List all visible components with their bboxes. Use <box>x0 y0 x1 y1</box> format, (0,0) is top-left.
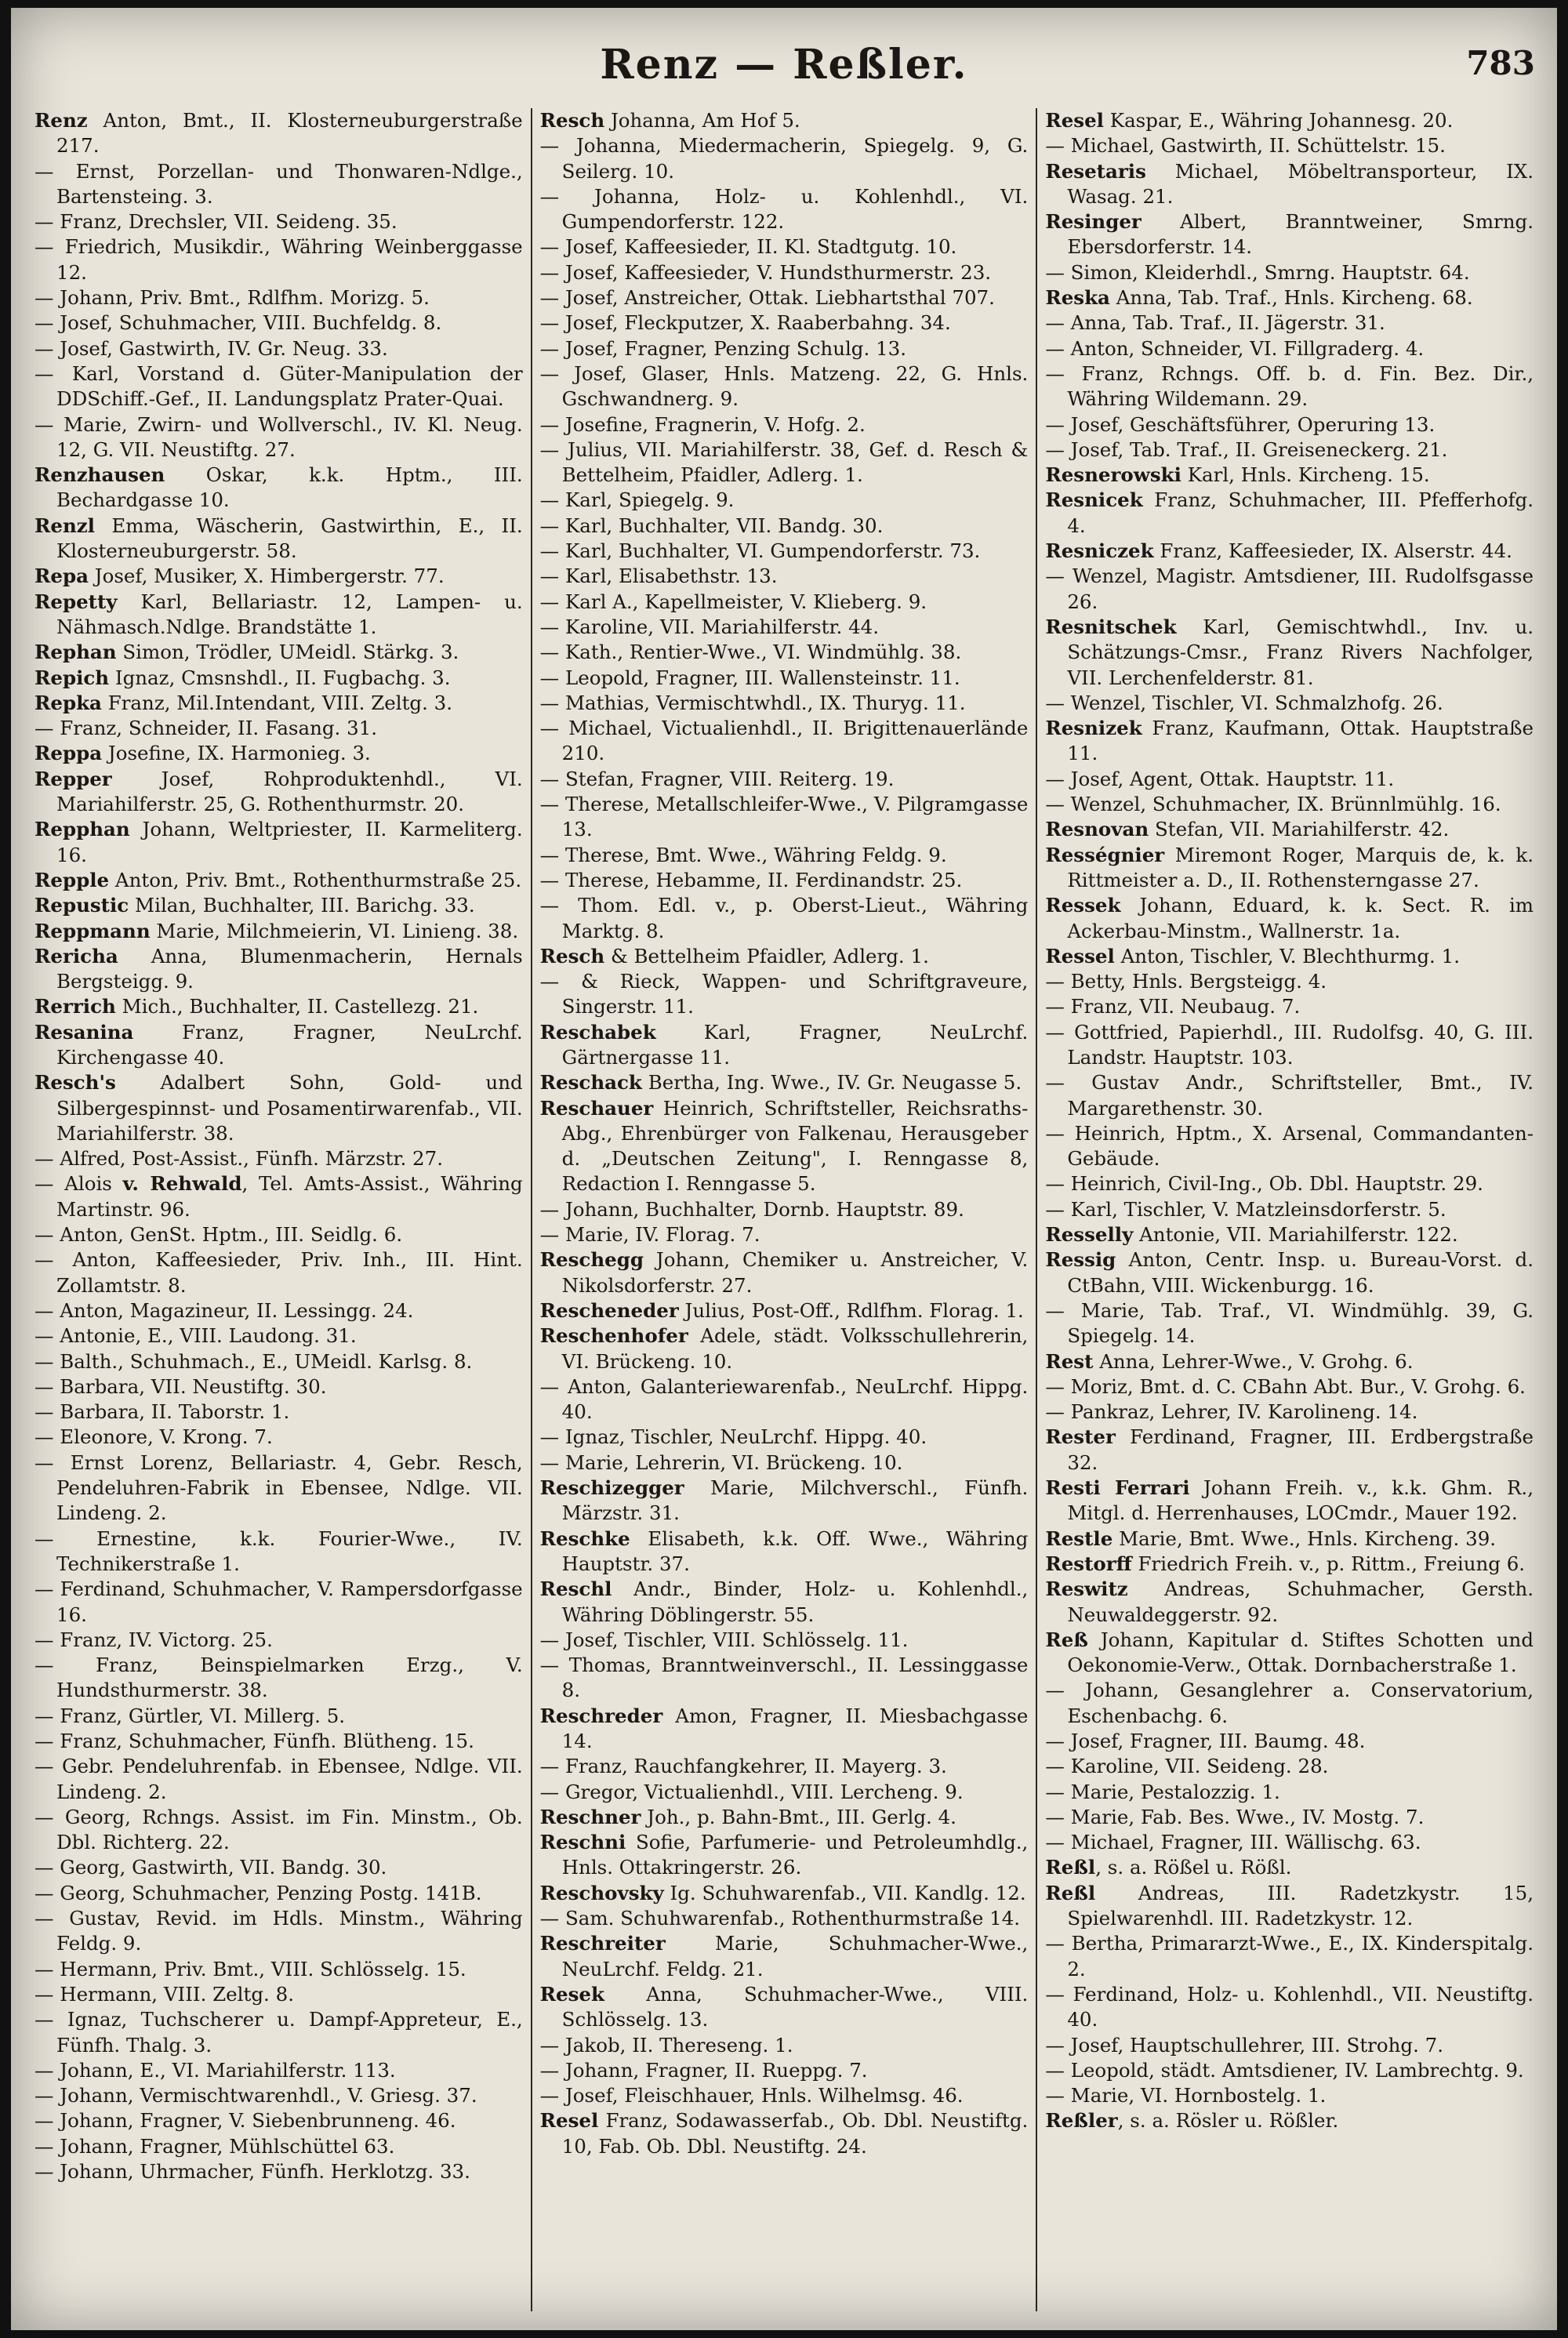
directory-entry: — Michael, Gastwirth, II. Schüttelstr. 15. <box>1045 134 1446 158</box>
directory-entry: — Karl A., Kapellmeister, V. Klieberg. 9. <box>539 590 927 613</box>
directory-entry: — Georg, Gastwirth, VII. Bandg. 30. <box>34 1856 387 1879</box>
directory-entry: — Hermann, Priv. Bmt., VIII. Schlösselg. 15. <box>34 1957 466 1980</box>
directory-entry: Reschner Joh., p. Bahn-Bmt., III. Gerlg. 4. <box>539 1805 956 1828</box>
directory-entry: Repa Josef, Musiker, X. Himbergerstr. 77. <box>34 565 445 588</box>
directory-entry: — Marie, Lehrerin, VI. Brückeng. 10. <box>539 1450 903 1474</box>
directory-entry: — Thomas, Branntweinverschl., II. Lessinggasse 8. <box>539 1654 1029 1702</box>
directory-entry: — Anton, Schneider, VI. Fillgraderg. 4. <box>1045 336 1425 360</box>
directory-entry: — Josef, Fleischhauer, Hnls. Wilhelmsg. 46. <box>539 2084 964 2107</box>
directory-entry: Rerrich Mich., Buchhalter, II. Castellezg. 21. <box>34 995 479 1018</box>
directory-entry: Restle Marie, Bmt. Wwe., Hnls. Kircheng. 39. <box>1045 1527 1497 1550</box>
page-header <box>11 41 1557 96</box>
directory-entry: — Josef, Gastwirth, IV. Gr. Neug. 33. <box>34 336 388 360</box>
directory-entry: — Johann, Fragner, Mühlschüttel 63. <box>34 2134 395 2158</box>
directory-entry: — Simon, Kleiderhdl., Smrng. Hauptstr. 64. <box>1045 260 1470 284</box>
directory-entry: — Franz, VII. Neubaug. 7. <box>1045 995 1301 1018</box>
directory-entry: Renzl Emma, Wäscherin, Gastwirthin, E., II. Klosterneuburgerstr. 58. <box>34 514 523 563</box>
directory-entry: Resnizek Franz, Kaufmann, Ottak. Hauptstraße 11. <box>1045 717 1534 765</box>
directory-entry: — Thom. Edl. v., p. Oberst-Lieut., Währing Marktg. 8. <box>539 894 1029 942</box>
directory-entry: — Wenzel, Schuhmacher, IX. Brünnlmühlg. 16. <box>1045 793 1501 816</box>
directory-entry: Renzhausen Oskar, k.k. Hptm., III. Bechardgasse 10. <box>34 463 523 512</box>
directory-entry: Resinger Albert, Branntweiner, Smrng. Ebersdorferstr. 14. <box>1045 210 1534 259</box>
directory-entry: Repka Franz, Mil.Intendant, VIII. Zeltg. 3. <box>34 691 453 714</box>
directory-entry: Resselly Antonie, VII. Mariahilferstr. 122. <box>1045 1223 1458 1247</box>
directory-entry: — Karl, Spiegelg. 9. <box>539 488 735 512</box>
directory-entry: Reßl, s. a. Rößel u. Rößl. <box>1045 1856 1292 1879</box>
directory-entry: Repich Ignaz, Cmsnshdl., II. Fugbachg. 3. <box>34 666 451 689</box>
directory-entry: Reschke Elisabeth, k.k. Off. Wwe., Währing Hauptstr. 37. <box>539 1527 1029 1575</box>
directory-entry: — Gebr. Pendeluhrenfab. in Ebensee, Ndlge. VII. Lindeng. 2. <box>34 1755 523 1803</box>
directory-entry: Resch's Adalbert Sohn, Gold- und Silbergespinnst- und Posamentirwarenfab., VII. Mariahilferstr. 38. <box>34 1071 523 1145</box>
directory-entry: — Josef, Fragner, III. Baumg. 48. <box>1045 1730 1366 1752</box>
directory-entry: — Ferdinand, Schuhmacher, V. Rampersdorfgasse 16. <box>34 1577 523 1626</box>
directory-entry: Resnovan Stefan, VII. Mariahilferstr. 42. <box>1045 818 1450 841</box>
directory-entry: — Stefan, Fragner, VIII. Reiterg. 19. <box>539 767 895 790</box>
directory-entry: — Alfred, Post-Assist., Fünfh. Märzstr. 27. <box>34 1147 444 1171</box>
directory-entry: — Wenzel, Tischler, VI. Schmalzhofg. 26. <box>1045 691 1443 714</box>
directory-entry: Reschenhofer Adele, städt. Volksschullehrerin, VI. Brückeng. 10. <box>539 1324 1029 1373</box>
directory-entry: — Franz, Schneider, II. Fasang. 31. <box>34 717 378 740</box>
directory-entry: — Josef, Hauptschullehrer, III. Strohg. 7. <box>1045 2033 1444 2057</box>
directory-entry: Reska Anna, Tab. Traf., Hnls. Kircheng. 68. <box>1045 286 1473 310</box>
directory-entry: — Michael, Fragner, III. Wällischg. 63. <box>1045 1831 1421 1854</box>
directory-entry: — Marie, IV. Florag. 7. <box>539 1223 760 1247</box>
directory-entry: — Mathias, Vermischtwhdl., IX. Thuryg. 11. <box>539 691 966 714</box>
column-1 <box>27 108 531 2311</box>
directory-entry: — Barbara, II. Taborstr. 1. <box>34 1400 290 1424</box>
directory-entry: — Franz, Beinspielmarken Erzg., V. Hundsthurmerstr. 38. <box>34 1654 523 1702</box>
directory-entry: Resch Johanna, Am Hof 5. <box>539 109 800 132</box>
directory-entry: — Johann, Fragner, V. Siebenbrunneng. 46. <box>34 2109 456 2133</box>
directory-entry: Reschauer Heinrich, Schriftsteller, Reichsraths-Abg., Ehrenbürger von Falkenau, Herausgeber d. „Deutschen Zeitung", I. Renngasse 8, Redaction I. Renngasse 5. <box>539 1096 1029 1196</box>
directory-entry: — Eleonore, V. Krong. 7. <box>34 1425 273 1449</box>
directory-entry: — Therese, Bmt. Wwe., Währing Feldg. 9. <box>539 843 947 866</box>
directory-entry: — Georg, Rchngs. Assist. im Fin. Minstm., Ob. Dbl. Richterg. 22. <box>34 1805 523 1854</box>
directory-entry: — Josef, Geschäftsführer, Operuring 13. <box>1045 412 1436 436</box>
directory-entry: — Marie, Fab. Bes. Wwe., IV. Mostg. 7. <box>1045 1805 1425 1828</box>
directory-entry: — Josef, Fleckputzer, X. Raaberbahng. 34. <box>539 311 951 335</box>
directory-entry: Repustic Milan, Buchhalter, III. Barichg. 33. <box>34 894 475 917</box>
directory-entry: Reschl Andr., Binder, Holz- u. Kohlenhdl., Währing Döblingerstr. 55. <box>539 1577 1029 1626</box>
directory-entry: — Karl, Tischler, V. Matzleinsdorferstr. 5. <box>1045 1197 1446 1221</box>
directory-entry: — Karoline, VII. Mariahilferstr. 44. <box>539 615 880 638</box>
directory-entry: — Bertha, Primararzt-Wwe., E., IX. Kinderspitalg. 2. <box>1045 1932 1534 1980</box>
directory-entry: — Josef, Tischler, VIII. Schlösselg. 11. <box>539 1628 909 1651</box>
directory-entry: — Ferdinand, Holz- u. Kohlenhdl., VII. Neustiftg. 40. <box>1045 1982 1534 2031</box>
directory-entry: Reschreiter Marie, Schuhmacher-Wwe., NeuLrchf. Feldg. 21. <box>539 1932 1029 1980</box>
directory-entry: — Ernestine, k.k. Fourier-Wwe., IV. Technikerstraße 1. <box>34 1527 523 1575</box>
directory-entry: — Antonie, E., VIII. Laudong. 31. <box>34 1324 357 1348</box>
directory-entry: — Johanna, Holz- u. Kohlenhdl., VI. Gumpendorferstr. 122. <box>539 184 1029 234</box>
directory-entry: — Franz, IV. Victorg. 25. <box>34 1628 273 1651</box>
directory-entry: — Johann, Uhrmacher, Fünfh. Herklotzg. 33. <box>34 2160 470 2184</box>
directory-entry: — Therese, Hebamme, II. Ferdinandstr. 25. <box>539 868 963 891</box>
directory-entry: Reßl Andreas, III. Radetzkystr. 15, Spielwarenhdl. III. Radetzkystr. 12. <box>1045 1881 1534 1930</box>
directory-entry: Resnerowski Karl, Hnls. Kircheng. 15. <box>1045 463 1430 487</box>
directory-entry: — Marie, Pestalozzig. 1. <box>1045 1780 1280 1803</box>
directory-entry: Repple Anton, Priv. Bmt., Rothenthurmstraße 25. <box>34 868 522 891</box>
directory-entry: — Wenzel, Magistr. Amtsdiener, III. Rudolfsgasse 26. <box>1045 565 1534 613</box>
directory-entry: — Franz, Gürtler, VI. Millerg. 5. <box>34 1704 346 1727</box>
directory-entry: Reschack Bertha, Ing. Wwe., IV. Gr. Neugasse 5. <box>539 1071 1022 1095</box>
directory-entry: — Karoline, VII. Seideng. 28. <box>1045 1755 1329 1778</box>
directory-entry: Ressel Anton, Tischler, V. Blechthurmg. 1. <box>1045 944 1460 968</box>
directory-entry: — Josefine, Fragnerin, V. Hofg. 2. <box>539 412 866 436</box>
directory-entry: Ressig Anton, Centr. Insp. u. Bureau-Vorst. d. CtBahn, VIII. Wickenburgg. 16. <box>1045 1248 1534 1297</box>
directory-entry: — Anton, Magazineur, II. Lessingg. 24. <box>34 1298 414 1322</box>
directory-entry: — Ernst Lorenz, Bellariastr. 4, Gebr. Resch, Pendeluhren-Fabrik in Ebensee, Ndlge. VII. Lindeng. 2. <box>34 1450 523 1525</box>
directory-entry: Repper Josef, Rohproduktenhdl., VI. Mariahilferstr. 25, G. Rothenthurmstr. 20. <box>34 767 523 816</box>
directory-entry: Repetty Karl, Bellariastr. 12, Lampen- u. Nähmasch.Ndlge. Brandstätte 1. <box>34 590 523 638</box>
directory-entry: — Therese, Metallschleifer-Wwe., V. Pilgramgasse 13. <box>539 793 1029 841</box>
directory-entry: — Anton, GenSt. Hptm., III. Seidlg. 6. <box>34 1223 403 1247</box>
page-number: 783 <box>1466 44 1535 82</box>
directory-entry: — Gustav Andr., Schriftsteller, Bmt., IV. Margarethenstr. 30. <box>1045 1071 1534 1120</box>
directory-entry: — Josef, Fragner, Penzing Schulg. 13. <box>539 336 907 360</box>
directory-entry: — Josef, Agent, Ottak. Hauptstr. 11. <box>1045 767 1395 790</box>
directory-entry: — Ignaz, Tischler, NeuLrchf. Hippg. 40. <box>539 1425 927 1449</box>
directory-entry: Reß Johann, Kapitular d. Stiftes Schotten und Oekonomie-Verw., Ottak. Dornbacherstraße 1. <box>1045 1628 1534 1677</box>
directory-entry: — Moriz, Bmt. d. C. CBahn Abt. Bur., V. Grohg. 6. <box>1045 1374 1526 1398</box>
directory-entry: Resel Franz, Sodawasserfab., Ob. Dbl. Neustiftg. 10, Fab. Ob. Dbl. Neustiftg. 24. <box>539 2109 1029 2158</box>
directory-entry: Resch & Bettelheim Pfaidler, Adlerg. 1. <box>539 944 929 968</box>
directory-entry: — Josef, Kaffeesieder, II. Kl. Stadtgutg. 10. <box>539 235 957 259</box>
directory-entry: Resek Anna, Schuhmacher-Wwe., VIII. Schlösselg. 13. <box>539 1982 1029 2031</box>
directory-entry: Resetaris Michael, Möbeltransporteur, IX. Wasag. 21. <box>1045 159 1534 208</box>
directory-entry: — Josef, Glaser, Hnls. Matzeng. 22, G. Hnls. Gschwandnerg. 9. <box>539 361 1029 411</box>
directory-entry: — & Rieck, Wappen- und Schriftgraveure, Singerstr. 11. <box>539 970 1029 1018</box>
directory-entry: Reschabek Karl, Fragner, NeuLrchf. Gärtnergasse 11. <box>539 1020 1029 1069</box>
directory-entry: Rességnier Miremont Roger, Marquis de, k. k. Rittmeister a. D., II. Rothensterngasse 27. <box>1045 843 1534 891</box>
directory-entry: Resnicek Franz, Schuhmacher, III. Pfefferhofg. 4. <box>1045 488 1534 537</box>
directory-entry: — Franz, Rauchfangkehrer, II. Mayerg. 3. <box>539 1755 947 1778</box>
directory-entry: — Ernst, Porzellan- und Thonwaren-Ndlge., Bartensteing. 3. <box>34 159 523 208</box>
directory-entry: — Hermann, VIII. Zeltg. 8. <box>34 1982 294 2006</box>
directory-entry: — Johann, Buchhalter, Dornb. Hauptstr. 89. <box>539 1197 964 1221</box>
directory-entry: Restorff Friedrich Freih. v., p. Rittm., Freiung 6. <box>1045 1552 1526 1575</box>
directory-entry: Rephan Simon, Trödler, UMeidl. Stärkg. 3. <box>34 641 459 664</box>
directory-entry: — Sam. Schuhwarenfab., Rothenthurmstraße 14. <box>539 1907 1021 1930</box>
directory-entry: Rest Anna, Lehrer-Wwe., V. Grohg. 6. <box>1045 1349 1414 1373</box>
directory-entry: Resel Kaspar, E., Währing Johannesg. 20. <box>1045 109 1454 132</box>
directory-entry: Resti Ferrari Johann Freih. v., k.k. Ghm. R., Mitgl. d. Herrenhauses, LOCmdr., Mauer 192. <box>1045 1476 1534 1525</box>
directory-entry: Reßler, s. a. Rösler u. Rößler. <box>1045 2109 1339 2133</box>
directory-entry: Reschni Sofie, Parfumerie- und Petroleumhdlg., Hnls. Ottakringerstr. 26. <box>539 1831 1029 1879</box>
directory-entry: — Karl, Vorstand d. Güter-Manipulation der DDSchiff.-Gef., II. Landungsplatz Prater-Quai. <box>34 361 523 411</box>
directory-entry: — Heinrich, Hptm., X. Arsenal, Commandanten-Gebäude. <box>1045 1121 1534 1171</box>
directory-entry: — Alois v. Rehwald, Tel. Amts-Assist., Währing Martinstr. 96. <box>34 1172 523 1221</box>
directory-entry: — Marie, Zwirn- und Wollverschl., IV. Kl. Neug. 12, G. VII. Neustiftg. 27. <box>34 412 523 461</box>
column-3 <box>1036 108 1541 2311</box>
directory-page <box>11 8 1557 2330</box>
directory-entry: — Josef, Kaffeesieder, V. Hundsthurmerstr. 23. <box>539 260 992 284</box>
directory-entry: Renz Anton, Bmt., II. Klosterneuburgerstraße 217. <box>34 109 523 158</box>
directory-entry: — Anna, Tab. Traf., II. Jägerstr. 31. <box>1045 311 1385 335</box>
directory-entry: — Balth., Schuhmach., E., UMeidl. Karlsg. 8. <box>34 1349 473 1373</box>
directory-entry: — Franz, Schuhmacher, Fünfh. Blütheng. 15. <box>34 1730 474 1752</box>
directory-entry: — Ignaz, Tuchscherer u. Dampf-Appreteur, E., Fünfh. Thalg. 3. <box>34 2008 523 2057</box>
directory-entry: Reschizegger Marie, Milchverschl., Fünfh. Märzstr. 31. <box>539 1476 1029 1525</box>
directory-entry: Resanina Franz, Fragner, NeuLrchf. Kirchengasse 40. <box>34 1020 523 1069</box>
directory-entry: Reschreder Amon, Fragner, II. Miesbachgasse 14. <box>539 1704 1029 1752</box>
directory-entry: — Gottfried, Papierhdl., III. Rudolfsg. 40, G. III. Landstr. Hauptstr. 103. <box>1045 1020 1534 1069</box>
directory-entry: — Anton, Kaffeesieder, Priv. Inh., III. Hint. Zollamtstr. 8. <box>34 1248 523 1297</box>
directory-entry: Reppmann Marie, Milchmeierin, VI. Linieng. 38. <box>34 919 519 942</box>
directory-entry: Rescheneder Julius, Post-Off., Rdlfhm. Florag. 1. <box>539 1298 1024 1322</box>
directory-entry: Rericha Anna, Blumenmacherin, Hernals Bergsteigg. 9. <box>34 944 523 993</box>
directory-entry: — Barbara, VII. Neustiftg. 30. <box>34 1374 327 1398</box>
directory-entry: — Karl, Buchhalter, VI. Gumpendorferstr. 73. <box>539 539 981 563</box>
directory-entry: — Johann, Priv. Bmt., Rdlfhm. Morizg. 5. <box>34 286 430 310</box>
directory-entry: — Michael, Victualienhdl., II. Brigittenauerlände 210. <box>539 717 1029 765</box>
directory-entry: — Josef, Schuhmacher, VIII. Buchfeldg. 8. <box>34 311 442 335</box>
directory-entry: — Franz, Rchngs. Off. b. d. Fin. Bez. Dir., Währing Wildemann. 29. <box>1045 361 1534 411</box>
directory-entry: — Marie, Tab. Traf., VI. Windmühlg. 39, G. Spiegelg. 14. <box>1045 1298 1534 1348</box>
directory-entry: — Josef, Tab. Traf., II. Greiseneckerg. 21. <box>1045 437 1448 461</box>
directory-entry: — Josef, Anstreicher, Ottak. Liebhartsthal 707. <box>539 286 995 310</box>
directory-entry: — Gregor, Victualienhdl., VIII. Lercheng. 9. <box>539 1780 964 1803</box>
directory-entry: — Georg, Schuhmacher, Penzing Postg. 141B. <box>34 1881 482 1904</box>
page-title: Renz — Reßler. <box>600 41 968 89</box>
directory-entry: — Karl, Elisabethstr. 13. <box>539 565 778 588</box>
directory-entry: — Heinrich, Civil-Ing., Ob. Dbl. Hauptstr. 29. <box>1045 1172 1483 1196</box>
directory-entry: Resniczek Franz, Kaffeesieder, IX. Alserstr. 44. <box>1045 539 1512 563</box>
directory-entry: — Karl, Buchhalter, VII. Bandg. 30. <box>539 514 884 537</box>
directory-entry: — Johann, Gesanglehrer a. Conservatorium, Eschenbachg. 6. <box>1045 1679 1534 1727</box>
directory-entry: — Johann, E., VI. Mariahilferstr. 113. <box>34 2058 396 2082</box>
directory-entry: Repphan Johann, Weltpriester, II. Karmeliterg. 16. <box>34 818 523 866</box>
directory-entry: — Franz, Drechsler, VII. Seideng. 35. <box>34 210 397 234</box>
directory-entry: — Leopold, Fragner, III. Wallensteinstr. 11. <box>539 666 960 689</box>
directory-entry: Reppa Josefine, IX. Harmonieg. 3. <box>34 742 371 765</box>
directory-entry: — Jakob, II. Thereseng. 1. <box>539 2033 793 2057</box>
directory-entry: Reswitz Andreas, Schuhmacher, Gersth. Neuwaldeggerstr. 92. <box>1045 1577 1534 1626</box>
directory-entry: Ressek Johann, Eduard, k. k. Sect. R. im Ackerbau-Minstm., Wallnerstr. 1a. <box>1045 894 1534 942</box>
directory-entry: — Marie, VI. Hornbostelg. 1. <box>1045 2084 1327 2107</box>
directory-entry: — Friedrich, Musikdir., Währing Weinberggasse 12. <box>34 235 523 284</box>
directory-entry: Reschegg Johann, Chemiker u. Anstreicher, V. Nikolsdorferstr. 27. <box>539 1248 1029 1297</box>
column-2 <box>531 108 1036 2311</box>
directory-entry: — Anton, Galanteriewarenfab., NeuLrchf. Hippg. 40. <box>539 1374 1029 1424</box>
directory-entry: — Johann, Vermischtwarenhdl., V. Griesg. 37. <box>34 2084 477 2107</box>
directory-entry: — Pankraz, Lehrer, IV. Karolineng. 14. <box>1045 1400 1418 1424</box>
directory-entry: — Johann, Fragner, II. Rueppg. 7. <box>539 2058 868 2082</box>
directory-entry: — Kath., Rentier-Wwe., VI. Windmühlg. 38. <box>539 641 962 664</box>
directory-entry: — Leopold, städt. Amtsdiener, IV. Lambrechtg. 9. <box>1045 2058 1524 2082</box>
directory-columns <box>27 108 1541 2311</box>
directory-entry: — Betty, Hnls. Bergsteigg. 4. <box>1045 970 1327 993</box>
directory-entry: — Julius, VII. Mariahilferstr. 38, Gef. d. Resch & Bettelheim, Pfaidler, Adlerg. 1. <box>539 437 1029 487</box>
directory-entry: — Johanna, Miedermacherin, Spiegelg. 9, G. Seilerg. 10. <box>539 134 1029 183</box>
directory-entry: Reschovsky Ig. Schuhwarenfab., VII. Kandlg. 12. <box>539 1881 1026 1904</box>
directory-entry: Resnitschek Karl, Gemischtwhdl., Inv. u. Schätzungs-Cmsr., Franz Rivers Nachfolger, VII. Lerchenfelderstr. 81. <box>1045 615 1534 689</box>
directory-entry: — Gustav, Revid. im Hdls. Minstm., Währing Feldg. 9. <box>34 1907 523 1955</box>
directory-entry: Rester Ferdinand, Fragner, III. Erdbergstraße 32. <box>1045 1425 1534 1474</box>
